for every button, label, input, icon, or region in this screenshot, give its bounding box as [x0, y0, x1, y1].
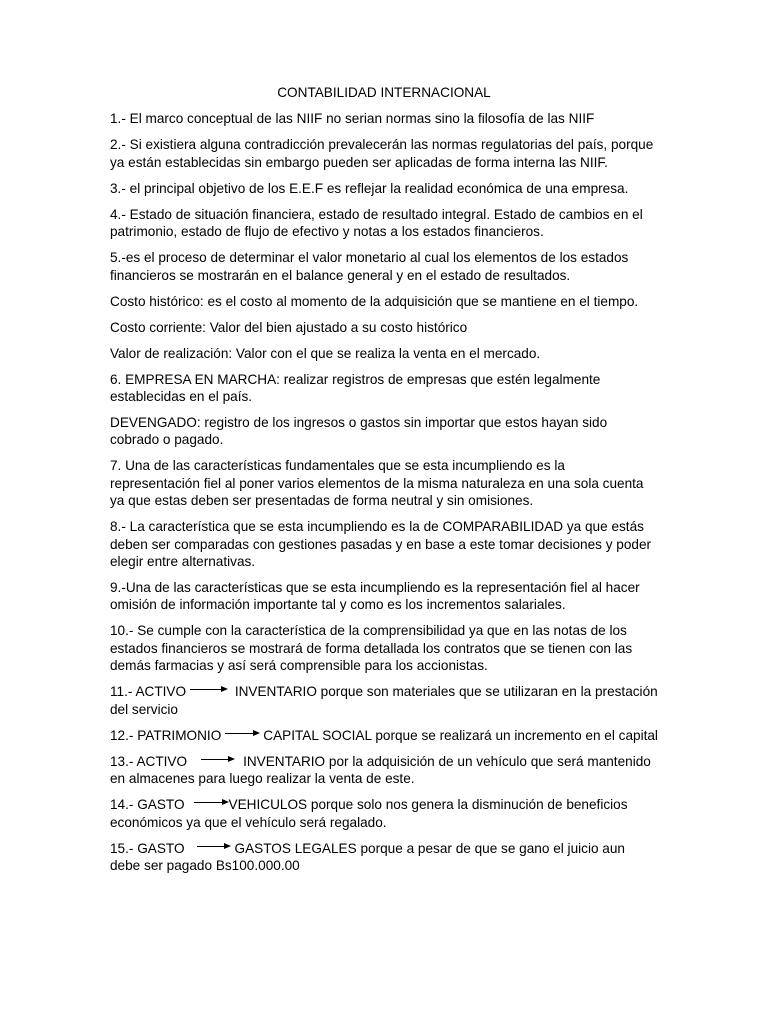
paragraph-5: 5.-es el proceso de determinar el valor monetario al cual los elementos de los estados financieros se mostrarán en el balance general y en el estado de resultados. — [110, 250, 629, 283]
arrow-right-icon — [194, 798, 229, 808]
paragraph-14-account: 14.- GASTO — [110, 797, 185, 813]
document-title: CONTABILIDAD INTERNACIONAL — [277, 85, 491, 100]
paragraph-15-classification: GASTOS LEGALES porque a pesar de que se gano el juicio aun debe ser pagado Bs100.000.00 — [110, 840, 625, 873]
paragraph-13-account: 13.- ACTIVO — [110, 753, 188, 769]
paragraph-3: 3.- el principal objetivo de los E.E.F es reflejar la realidad económica de una empresa. — [110, 180, 629, 196]
paragraph-15-account: 15.- GASTO — [110, 840, 185, 856]
paragraph-11 — [110, 683, 658, 718]
paragraph-11-account: 11.- ACTIVO — [110, 684, 187, 700]
paragraph-12 — [110, 727, 658, 744]
paragraph-12-classification: CAPITAL SOCIAL porque se realizará un incremento en el capital — [263, 727, 658, 743]
arrow-right-icon — [225, 729, 260, 739]
paragraph-6: 6. EMPRESA EN MARCHA: realizar registros de empresas que estén legalmente establecidas en el país. — [110, 371, 601, 405]
arrow-right-icon — [197, 842, 231, 852]
paragraph-15 — [110, 840, 658, 875]
paragraph-13-classification: INVENTARIO por la adquisición de un vehículo que será mantenido en almacenes para luego realizar la venta de este. — [110, 753, 651, 787]
paragraph-14-classification: VEHICULOS porque solo nos genera la disminución de beneficios económicos ya que el vehículo será regalado. — [110, 797, 628, 830]
arrow-right-icon — [201, 755, 235, 765]
document-page — [110, 84, 658, 883]
paragraph-8: 8.- La característica que se esta incumpliendo es la de COMPARABILIDAD ya que estás deben ser comparadas con gestiones pasadas y en base a este tomar decisiones y poder elegir entre alternativas. — [110, 519, 652, 570]
arrow-right-icon — [190, 685, 228, 695]
paragraph-costo-historico: Costo histórico: es el costo al momento de la adquisición que se mantiene en el tiempo. — [110, 293, 639, 309]
paragraph-10: 10.- Se cumple con la característica de la comprensibilidad ya que en las notas de los estados financieros se mostrará de forma detallada los contratos que se tienen con las demás farmacias y así será comprensible para los accionistas. — [110, 623, 633, 674]
paragraph-costo-corriente: Costo corriente: Valor del bien ajustado a su costo histórico — [110, 319, 468, 335]
paragraph-2: 2.- Si existiera alguna contradicción prevalecerán las normas regulatorias del país, porque ya están establecidas sin embargo pueden ser aplicadas de forma interna las NIIF. — [110, 137, 654, 170]
paragraph-14 — [110, 796, 658, 831]
paragraph-11-classification: INVENTARIO porque son materiales que se utilizaran en la prestación del servicio — [110, 684, 658, 717]
paragraph-devengado: DEVENGADO: registro de los ingresos o gastos sin importar que estos hayan sido cobrado o pagado. — [110, 415, 608, 448]
paragraph-9: 9.-Una de las características que se esta incumpliendo es la representación fiel al hacer omisión de información importante tal y como es los incrementos salariales. — [110, 580, 640, 613]
paragraph-13 — [110, 753, 658, 788]
paragraph-4: 4.- Estado de situación financiera, estado de resultado integral. Estado de cambios en el patrimonio, estado de flujo de efectivo y notas a los estados financieros. — [110, 206, 643, 240]
paragraph-7: 7. Una de las características fundamentales que se esta incumpliendo es la representación fiel al poner varios elementos de la misma naturaleza en una sola cuenta ya que estas deben ser presentadas de forma neutral y sin omisiones. — [110, 458, 644, 509]
paragraph-12-account: 12.- PATRIMONIO — [110, 727, 222, 743]
paragraph-1: 1.- El marco conceptual de las NIIF no serian normas sino la filosofía de las NIIF — [110, 111, 595, 127]
paragraph-valor-realizacion: Valor de realización: Valor con el que se realiza la venta en el mercado. — [110, 345, 541, 361]
